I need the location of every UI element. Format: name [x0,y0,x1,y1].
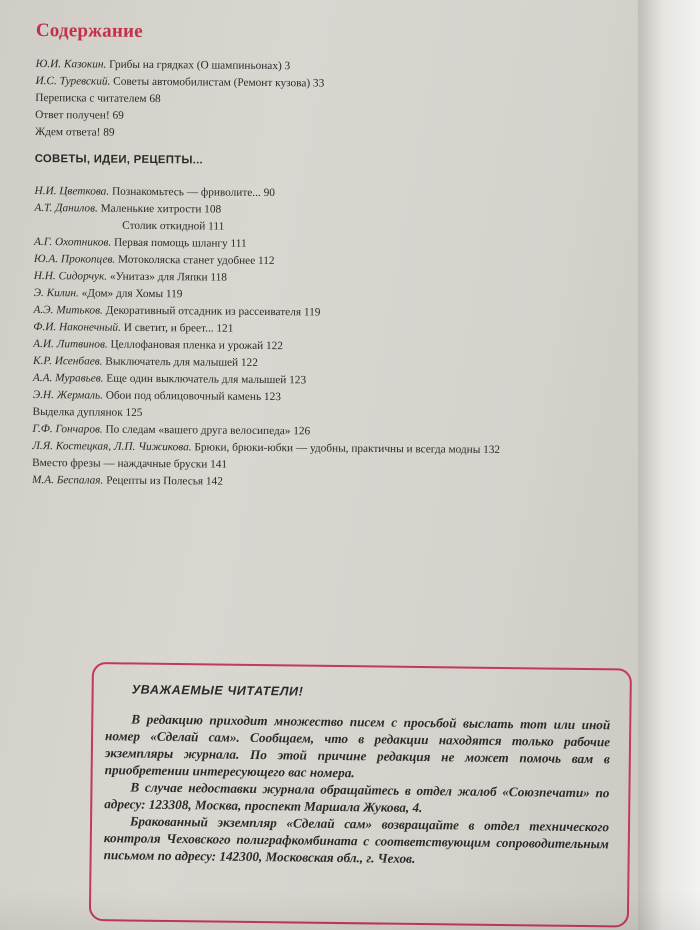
toc-item-text: «Дом» для Хомы 119 [78,287,183,301]
toc-item-text: Обои под облицовочный камень 123 [102,389,281,404]
toc-item-author: К.Р. Исенбаев. [32,354,103,368]
toc-item-author: Ю.И. Казокин. [35,57,107,71]
toc-item-author: Ю.А. Прокопцев. [33,252,116,266]
notice-paragraph: Бракованный экземпляр «Сделай сам» возвращайте в отдел технического контроля Чеховского полиграфкомбината с соответствующим сопроводительным письмом по адресу: 142300, Московская обл., г. Чехов. [103,813,610,866]
toc-main-list [35,56,636,146]
toc-title: Содержание [35,20,143,42]
toc-item-text: Выделка дуплянок 125 [32,405,143,419]
notice-body [104,710,611,869]
toc-item-text: Маленькие хитрости 108 [97,202,222,216]
toc-item-text: Рецепты из Полесья 142 [103,474,223,488]
toc-section-list [32,183,635,494]
toc-item-text: Мотоколяска станет удобнее 112 [115,253,275,268]
toc-item-text: Вместо фрезы — наждачные бруски 141 [32,456,228,471]
readers-notice-box [89,662,632,928]
toc-item-author: Э. Килин. [33,286,79,300]
section-heading: СОВЕТЫ, ИДЕИ, РЕЦЕПТЫ... [34,152,204,167]
toc-item-author: Г.Ф. Гончаров. [32,422,103,436]
toc-item-author: А.Г. Охотников. [34,235,112,249]
notice-paragraph: В редакцию приходит множество писем с просьбой выслать тот или иной номер «Сделай сам». Сообщаем, что в редакции находятся только рабочие экземпляры журнала. По этой причине редакция не может помочь вам в приобретении интересующего вас номера. [104,711,611,781]
toc-item-text: Первая помощь шлангу 111 [111,236,247,250]
toc-item-author: А.Э. Митьков. [33,303,103,317]
toc-item-text: Переписка с читателем 68 [35,91,161,106]
toc-item-text: Ждем ответа! 89 [34,125,115,139]
toc-item-text: Еще один выключатель для малышей 123 [103,372,307,387]
toc-item-text: Ответ получен! 69 [35,108,124,122]
toc-item-text: Декоративный отсадник из рассеивателя 119 [102,304,321,319]
toc-item-text: Целлофановая пленка и урожай 122 [107,338,283,353]
toc-item-author: Н.Н. Сидорчук. [33,269,108,283]
page-shadow [0,890,700,930]
page-edge [638,0,700,930]
notice-paragraph: В случае недоставки журнала обращайтесь в отдел жалоб «Союзпечати» по адресу: 123308, Москва, проспект Маршала Жукова, 4. [104,779,610,816]
toc-item-text: По следам «вашего друга велосипеда» 126 [102,423,311,438]
toc-item-author: Н.И. Цветкова. [34,184,110,198]
toc-item-text: Столик откидной 111 [122,219,225,233]
notice-title: УВАЖАЕМЫЕ ЧИТАТЕЛИ! [131,682,304,699]
toc-item-author: Э.Н. Жермаль. [32,388,104,402]
toc-item-text: Выключатель для малышей 122 [102,355,258,369]
toc-item-author: И.С. Туревский. [35,74,111,88]
toc-item-author: А.И. Литвинов. [33,337,108,351]
toc-item-text: Советы автомобилистам (Ремонт кузова) 33 [110,75,325,90]
table-of-contents [32,20,636,494]
toc-item-author: А.Т. Данилов. [34,201,98,215]
toc-item-author: А.А. Муравьев. [32,371,104,385]
toc-item-text: И светит, и бреет... 121 [120,321,234,335]
toc-item-author: Ф.И. Наконечный. [33,320,121,334]
toc-item-author: Л.Я. Костецкая, Л.П. Чижикова. [32,439,192,454]
toc-item-text: Брюки, брюки-юбки — удобны, практичны и всегда модны 132 [191,441,501,457]
toc-item-text: «Унитаз» для Ляпки 118 [107,270,227,284]
toc-item-text: Познакомьтесь — фриволите... 90 [109,185,275,200]
toc-item-author: М.А. Беспалая. [31,473,104,487]
toc-item-text: Грибы на грядках (О шампиньонах) 3 [106,58,291,73]
